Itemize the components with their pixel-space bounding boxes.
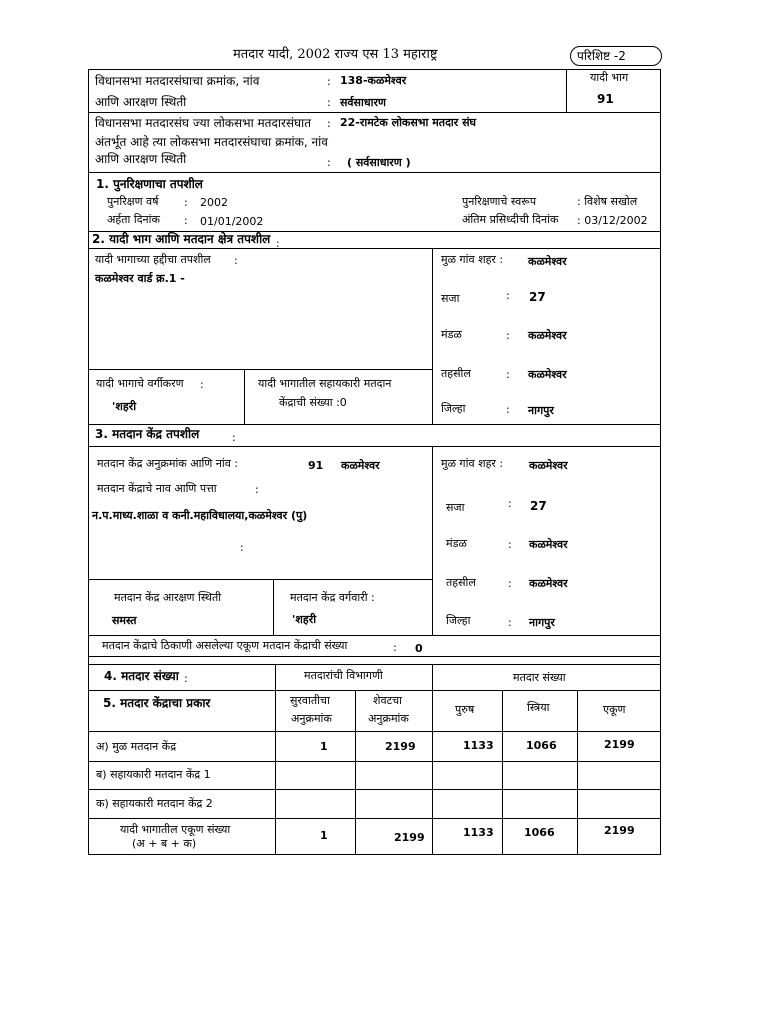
publication-date-value: : 03/12/2002 [577, 214, 648, 227]
loksabha-label-1: विधानसभा मतदारसंघ ज्या लोकसभा मतदारसंघात [95, 116, 312, 130]
divider [577, 690, 578, 854]
boundary-value: कळमेश्वर वार्ड क्र.1 - [95, 272, 185, 285]
colon: : [184, 214, 188, 227]
colon: : [508, 577, 512, 590]
qualifying-date-label: अर्हता दिनांक [107, 213, 160, 226]
divider [88, 690, 661, 691]
row-main-total: 2199 [604, 738, 635, 751]
row-total-label: यादी भागातील एकूण संख्या [120, 823, 231, 836]
page-title: मतदार यादी, 2002 राज्य एस 13 महाराष्ट्र [233, 47, 438, 62]
station-number: 91 [308, 459, 324, 472]
colon: : [506, 368, 510, 381]
village-value: कळमेश्वर [528, 255, 567, 268]
revision-year-value: 2002 [200, 196, 228, 209]
part-number: 91 [597, 92, 614, 106]
saja-label: सजा [441, 292, 460, 305]
station-village-label: मुळ गांव शहर : [441, 457, 504, 470]
row-total-label-2: (अ + ब + क) [132, 837, 197, 850]
divider [88, 248, 661, 249]
colon: : [184, 672, 188, 685]
divider [355, 690, 356, 854]
station-district-value: नागपुर [529, 616, 555, 629]
qualifying-date-value: 01/01/2002 [200, 215, 264, 228]
divider [273, 579, 274, 635]
district-label: जिल्हा [441, 402, 466, 415]
district-value: नागपुर [528, 404, 554, 417]
divider [88, 731, 661, 732]
row-total-female: 1066 [524, 826, 555, 839]
station-category-value: 'शहरी [292, 613, 317, 626]
station-saja-value: 27 [530, 499, 547, 513]
colon: : [393, 641, 397, 654]
colon: : [200, 378, 204, 391]
colon: : [327, 75, 331, 88]
divider [432, 446, 433, 635]
colon: : [327, 96, 331, 109]
revision-heading: 1. पुनरिक्षणाचा तपशील [96, 177, 203, 191]
row-total-start: 1 [320, 829, 328, 842]
divider [88, 789, 661, 790]
village-label: मुळ गांव शहर : [441, 253, 504, 266]
voters-heading: 4. मतदार संख्या [104, 669, 179, 683]
end-serial-header-2: अनुक्रमांक [368, 712, 409, 725]
divider [88, 656, 661, 657]
station-type-heading: 5. मतदार केंद्राचा प्रकार [103, 696, 211, 710]
loksabha-reservation: ( सर्वसाधारण ) [347, 156, 411, 169]
division-header: मतदारांची विभागणी [304, 669, 383, 682]
row-main-end: 2199 [385, 740, 416, 753]
colon: : [508, 497, 512, 510]
divider [88, 112, 661, 113]
row-total-end: 2199 [394, 831, 425, 844]
colon: : [276, 237, 280, 250]
colon: : [184, 196, 188, 209]
tahsil-label: तहसील [441, 367, 471, 380]
colon: : [327, 117, 331, 130]
station-no-name-label: मतदान केंद्र अनुक्रमांक आणि नांव : [97, 457, 239, 470]
classification-label: यादी भागाचे वर्गीकरण [96, 377, 184, 390]
annex-badge [570, 46, 662, 66]
divider [88, 424, 661, 425]
publication-date-label: अंतिम प्रसिध्दीची दिनांक [462, 213, 559, 226]
revision-type-label: पुनरिक्षणाचे स्वरूप [462, 195, 537, 208]
row-main-female: 1066 [526, 739, 557, 752]
colon: : [508, 616, 512, 629]
male-header: पुरुष [455, 703, 475, 716]
count-header: मतदार संख्या [513, 671, 566, 684]
divider [566, 69, 567, 112]
annex-label: परिशिष्ट -2 [577, 49, 626, 63]
colon: : [508, 538, 512, 551]
colon: : [506, 329, 510, 342]
start-serial-header-1: सुरवातीचा [290, 694, 330, 707]
frame-right [660, 69, 661, 855]
colon: : [232, 431, 236, 444]
female-header: स्त्रिया [527, 701, 550, 714]
station-reservation-value: समस्त [112, 614, 137, 627]
loksabha-value: 22-रामटेक लोकसभा मतदार संघ [340, 116, 477, 129]
divider [88, 446, 661, 447]
total-stations-value: 0 [415, 642, 423, 655]
tahsil-value: कळमेश्वर [528, 368, 567, 381]
classification-value: 'शहरी [112, 400, 137, 413]
station-district-label: जिल्हा [446, 614, 471, 627]
station-tahsil-value: कळमेश्वर [529, 577, 568, 590]
part-label: यादी भाग [590, 71, 629, 84]
mandal-label: मंडळ [441, 328, 462, 341]
divider [432, 248, 433, 424]
row-main-label: अ) मुळ मतदान केंद्र [96, 740, 177, 753]
station-reservation-label: मतदान केंद्र आरक्षण स्थिती [114, 591, 222, 604]
divider [432, 664, 433, 854]
station-name: कळमेश्वर [341, 459, 380, 472]
assembly-label-1: विधानसभा मतदारसंघाचा क्रमांक, नांव [95, 74, 260, 88]
part-area-heading: 2. यादी भाग आणि मतदान क्षेत्र तपशील [92, 232, 271, 246]
row-total-male: 1133 [463, 826, 494, 839]
end-serial-header-1: शेवटचा [373, 694, 402, 707]
station-tahsil-label: तहसील [446, 576, 476, 589]
total-stations-label: मतदान केंद्राचे ठिकाणी असलेल्या एकूण मतदान केंद्राची संख्या [102, 639, 348, 652]
divider [88, 369, 433, 370]
colon: : [327, 156, 331, 169]
station-address-label: मतदान केंद्राचे नाव आणि पत्ता [97, 482, 217, 495]
frame-top [88, 69, 661, 70]
row-main-male: 1133 [463, 739, 494, 752]
mandal-value: कळमेश्वर [528, 329, 567, 342]
aux-stations-label: यादी भागातील सहायकारी मतदान [258, 377, 392, 390]
station-address-value: न.प.माध्य.शाळा व कनी.महाविधालया,कळमेश्वर (पु) [92, 509, 308, 522]
station-mandal-label: मंडळ [446, 537, 467, 550]
loksabha-label-3: आणि आरक्षण स्थिती [95, 152, 187, 166]
colon: : [234, 254, 238, 267]
row-aux2-label: क) सहायकारी मतदान केंद्र 2 [96, 797, 213, 810]
station-village-value: कळमेश्वर [529, 459, 568, 472]
divider [88, 761, 661, 762]
divider [88, 172, 661, 173]
station-mandal-value: कळमेश्वर [529, 538, 568, 551]
divider [88, 664, 661, 665]
divider [88, 635, 661, 636]
row-main-start: 1 [320, 740, 328, 753]
divider [88, 579, 433, 580]
saja-value: 27 [529, 290, 546, 304]
frame-left [88, 69, 89, 855]
colon: : [240, 541, 244, 554]
row-aux1-label: ब) सहायकारी मतदान केंद्र 1 [96, 768, 211, 781]
assembly-value: 138-कळमेश्वर [340, 74, 407, 87]
station-category-label: मतदान केंद्र वर्गवारी : [290, 591, 375, 604]
polling-station-heading: 3. मतदान केंद्र तपशील [95, 427, 200, 441]
boundary-label: यादी भागाच्या हद्दीचा तपशील [95, 253, 211, 266]
colon: : [506, 403, 510, 416]
reservation-value: सर्वसाधारण [340, 96, 386, 109]
revision-type-value: : विशेष सखोल [577, 195, 638, 208]
frame-bottom [88, 854, 661, 855]
divider [244, 369, 245, 424]
start-serial-header-2: अनुक्रमांक [291, 712, 332, 725]
total-header: एकूण [603, 703, 626, 716]
divider [88, 818, 661, 819]
revision-year-label: पुनरिक्षण वर्ष [107, 195, 159, 208]
divider [502, 690, 503, 854]
divider [275, 664, 276, 854]
assembly-label-2: आणि आरक्षण स्थिती [95, 95, 187, 109]
colon: : [255, 483, 259, 496]
station-saja-label: सजा [446, 501, 465, 514]
aux-stations-count: केंद्राची संख्या :0 [279, 396, 347, 409]
colon: : [506, 289, 510, 302]
row-total-total: 2199 [604, 824, 635, 837]
loksabha-label-2: अंतर्भूत आहे त्या लोकसभा मतदारसंघाचा क्रमांक, नांव [95, 135, 328, 149]
